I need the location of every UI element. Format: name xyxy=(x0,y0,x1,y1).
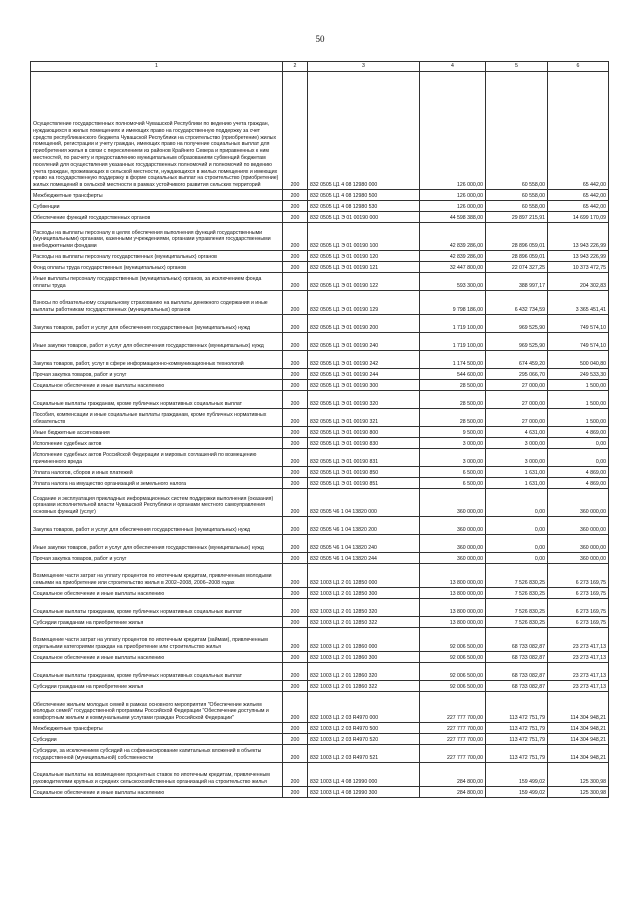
row-unexecuted-amount-cell: 249 533,30 xyxy=(548,369,609,380)
row-code-cell: 200 xyxy=(283,251,308,262)
row-classification-code-cell: 832 0505 Ц1 Э 01 00190 129 xyxy=(308,291,420,315)
table-row xyxy=(31,201,609,212)
row-classification-code-cell: 832 0505 Ц1 4 08 12980 530 xyxy=(308,201,420,212)
row-unexecuted-amount-cell: 114 304 948,21 xyxy=(548,745,609,763)
row-classification-code-cell: 832 0505 Ц1 Э 01 00190 300 xyxy=(308,380,420,391)
row-name-cell: Закупка товаров, работ и услуг для обеспечения государственных (муниципальных) нужд xyxy=(31,517,283,535)
row-name-cell: Социальное обеспечение и иные выплаты населению xyxy=(31,787,283,798)
table-row xyxy=(31,517,609,535)
row-code-cell: 200 xyxy=(283,517,308,535)
row-approved-amount-cell: 92 006 500,00 xyxy=(420,628,486,652)
table-row xyxy=(31,391,609,409)
row-name-cell: Субсидии, за исключением субсидий на софинансирование капитальных вложений в объекты государственной (муниципальной) собственности xyxy=(31,745,283,763)
row-code-cell: 200 xyxy=(283,273,308,291)
row-approved-amount-cell: 92 006 500,00 xyxy=(420,681,486,692)
table-row xyxy=(31,553,609,564)
row-code-cell: 200 xyxy=(283,599,308,617)
row-classification-code-cell: 832 0505 Ц1 Э 01 00190 121 xyxy=(308,262,420,273)
row-unexecuted-amount-cell: 360 000,00 xyxy=(548,489,609,517)
table-row xyxy=(31,787,609,798)
row-unexecuted-amount-cell: 65 442,00 xyxy=(548,72,609,190)
row-name-cell: Иные выплаты персоналу государственных (муниципальных) органов, за исключением фонда оплаты труда xyxy=(31,273,283,291)
column-header-5: 5 xyxy=(486,62,548,72)
row-executed-amount-cell: 0,00 xyxy=(486,535,548,553)
row-executed-amount-cell: 29 897 215,91 xyxy=(486,212,548,223)
row-classification-code-cell: 832 0505 Ц1 Э 01 00190 851 xyxy=(308,478,420,489)
column-header-6: 6 xyxy=(548,62,609,72)
row-code-cell: 200 xyxy=(283,333,308,351)
row-name-cell: Расходы на выплаты персоналу государственных (муниципальных) органов xyxy=(31,251,283,262)
table-header xyxy=(31,62,609,72)
row-executed-amount-cell: 22 074 327,25 xyxy=(486,262,548,273)
row-name-cell: Субсидии гражданам на приобретение жилья xyxy=(31,617,283,628)
row-classification-code-cell: 832 0505 Ц1 Э 01 00190 100 xyxy=(308,223,420,251)
row-classification-code-cell: 832 0505 Ц1 Э 01 00190 321 xyxy=(308,409,420,427)
table-row xyxy=(31,223,609,251)
row-code-cell: 200 xyxy=(283,223,308,251)
row-executed-amount-cell: 27 000,00 xyxy=(486,391,548,409)
row-approved-amount-cell: 227 777 700,00 xyxy=(420,723,486,734)
table-row xyxy=(31,663,609,681)
row-name-cell: Прочая закупка товаров, работ и услуг xyxy=(31,553,283,564)
row-name-cell: Исполнение судебных актов xyxy=(31,438,283,449)
table-row xyxy=(31,745,609,763)
row-approved-amount-cell: 227 777 700,00 xyxy=(420,745,486,763)
row-name-cell: Прочая закупка товаров, работ и услуг xyxy=(31,369,283,380)
row-classification-code-cell: 832 0505 Ч6 1 04 13820 240 xyxy=(308,535,420,553)
row-unexecuted-amount-cell: 0,00 xyxy=(548,438,609,449)
row-unexecuted-amount-cell: 6 273 169,75 xyxy=(548,599,609,617)
table-row xyxy=(31,617,609,628)
row-unexecuted-amount-cell: 749 574,10 xyxy=(548,315,609,333)
table-row xyxy=(31,72,609,190)
row-unexecuted-amount-cell: 114 304 948,21 xyxy=(548,723,609,734)
row-approved-amount-cell: 32 447 800,00 xyxy=(420,262,486,273)
row-classification-code-cell: 832 1003 Ц1 2 01 12860 000 xyxy=(308,628,420,652)
table-row xyxy=(31,723,609,734)
row-code-cell: 200 xyxy=(283,467,308,478)
row-classification-code-cell: 832 0505 Ч6 1 04 13820 000 xyxy=(308,489,420,517)
row-approved-amount-cell: 9 500,00 xyxy=(420,427,486,438)
row-executed-amount-cell: 969 525,90 xyxy=(486,315,548,333)
table-row xyxy=(31,351,609,369)
row-executed-amount-cell: 113 472 751,79 xyxy=(486,734,548,745)
row-unexecuted-amount-cell: 6 273 169,75 xyxy=(548,588,609,599)
row-approved-amount-cell: 227 777 700,00 xyxy=(420,734,486,745)
row-executed-amount-cell: 3 000,00 xyxy=(486,449,548,467)
row-unexecuted-amount-cell: 23 273 417,13 xyxy=(548,681,609,692)
row-executed-amount-cell: 7 526 830,25 xyxy=(486,599,548,617)
row-name-cell: Пособия, компенсации и иные социальные выплаты гражданам, кроме публичных нормативных обязательств xyxy=(31,409,283,427)
row-code-cell: 200 xyxy=(283,438,308,449)
table-row xyxy=(31,588,609,599)
row-classification-code-cell: 832 1003 Ц1 2 03 R4970 000 xyxy=(308,692,420,723)
row-classification-code-cell: 832 0505 Ц1 4 08 12980 000 xyxy=(308,72,420,190)
row-executed-amount-cell: 68 733 082,87 xyxy=(486,663,548,681)
row-classification-code-cell: 832 1003 Ц1 2 01 12850 322 xyxy=(308,617,420,628)
row-unexecuted-amount-cell: 6 273 169,75 xyxy=(548,617,609,628)
row-executed-amount-cell: 295 066,70 xyxy=(486,369,548,380)
row-code-cell: 200 xyxy=(283,628,308,652)
row-code-cell: 200 xyxy=(283,369,308,380)
row-approved-amount-cell: 28 500,00 xyxy=(420,409,486,427)
row-executed-amount-cell: 68 733 082,87 xyxy=(486,628,548,652)
row-unexecuted-amount-cell: 3 365 451,41 xyxy=(548,291,609,315)
row-unexecuted-amount-cell: 360 000,00 xyxy=(548,535,609,553)
column-header-4: 4 xyxy=(420,62,486,72)
row-name-cell: Исполнение судебных актов Российской Федерации и мировых соглашений по возмещению причиненного вреда xyxy=(31,449,283,467)
row-code-cell: 200 xyxy=(283,489,308,517)
row-code-cell: 200 xyxy=(283,201,308,212)
table-row xyxy=(31,652,609,663)
row-approved-amount-cell: 44 598 388,00 xyxy=(420,212,486,223)
row-code-cell: 200 xyxy=(283,745,308,763)
row-classification-code-cell: 832 0505 Ц1 Э 01 00190 800 xyxy=(308,427,420,438)
row-approved-amount-cell: 360 000,00 xyxy=(420,489,486,517)
row-name-cell: Обеспечение функций государственных органов xyxy=(31,212,283,223)
table-row xyxy=(31,628,609,652)
table-row xyxy=(31,251,609,262)
table-body xyxy=(31,72,609,798)
row-approved-amount-cell: 92 006 500,00 xyxy=(420,652,486,663)
row-executed-amount-cell: 388 997,17 xyxy=(486,273,548,291)
row-executed-amount-cell: 68 733 082,87 xyxy=(486,681,548,692)
row-approved-amount-cell: 1 719 100,00 xyxy=(420,315,486,333)
row-classification-code-cell: 832 0505 Ц1 Э 01 00190 244 xyxy=(308,369,420,380)
row-classification-code-cell: 832 0505 Ц1 Э 01 00190 200 xyxy=(308,315,420,333)
row-executed-amount-cell: 60 558,00 xyxy=(486,190,548,201)
table-row xyxy=(31,763,609,787)
row-name-cell: Осуществление государственных полномочий Чувашской Республики по ведению учета граждан, нуждающихся в жилых помещениях и имеющих право на государственную поддержку за счет средств республиканского бюджета Чувашской Республики на строительство (приобретение) жилых помещений, регистрации и учету граждан, имеющих право на получение социальных выплат для приобретения жилья в связи с переселением из районов Крайнего Севера и приравненных к ним местностей, по расчету и предоставлению муниципальным образованиям субвенций бюджетам поселений для осуществления указанных государственных полномочий и полномочий по ведению учета граждан, проживающих в сельской местности, нуждающихся в жилых помещениях и имеющих право на государственную поддержку в форме социальных выплат на строительство (приобретение) жилых помещений в сельской местности в рамках устойчивого развития сельских территорий xyxy=(31,72,283,190)
row-classification-code-cell: 832 1003 Ц1 2 01 12860 320 xyxy=(308,663,420,681)
row-name-cell: Взносы по обязательному социальному страхованию на выплаты денежного содержания и иные выплаты работникам государственных (муниципальных) органов xyxy=(31,291,283,315)
row-unexecuted-amount-cell: 114 304 948,21 xyxy=(548,692,609,723)
row-name-cell: Социальное обеспечение и иные выплаты населению xyxy=(31,652,283,663)
row-unexecuted-amount-cell: 114 304 948,21 xyxy=(548,734,609,745)
row-approved-amount-cell: 3 000,00 xyxy=(420,449,486,467)
row-classification-code-cell: 832 1003 Ц1 2 01 12860 300 xyxy=(308,652,420,663)
row-name-cell: Социальные выплаты на возмещение процентных ставок по ипотечным кредитам, привлеченным руководителями крупных и средних сельскохозяйственных организаций на строительство жилья xyxy=(31,763,283,787)
table-row xyxy=(31,564,609,588)
row-unexecuted-amount-cell: 749 574,10 xyxy=(548,333,609,351)
row-code-cell: 200 xyxy=(283,315,308,333)
row-unexecuted-amount-cell: 13 943 226,99 xyxy=(548,223,609,251)
row-classification-code-cell: 832 0505 Ц1 Э 01 00190 850 xyxy=(308,467,420,478)
row-approved-amount-cell: 126 000,00 xyxy=(420,201,486,212)
row-code-cell: 200 xyxy=(283,692,308,723)
row-unexecuted-amount-cell: 1 500,00 xyxy=(548,409,609,427)
row-name-cell: Социальные выплаты гражданам, кроме публичных нормативных социальных выплат xyxy=(31,599,283,617)
table-row xyxy=(31,333,609,351)
row-executed-amount-cell: 0,00 xyxy=(486,489,548,517)
table-row xyxy=(31,692,609,723)
row-code-cell: 200 xyxy=(283,564,308,588)
row-name-cell: Уплата налогов, сборов и иных платежей xyxy=(31,467,283,478)
row-code-cell: 200 xyxy=(283,380,308,391)
row-name-cell: Социальные выплаты гражданам, кроме публичных нормативных социальных выплат xyxy=(31,391,283,409)
row-unexecuted-amount-cell: 500 040,80 xyxy=(548,351,609,369)
row-code-cell: 200 xyxy=(283,734,308,745)
budget-execution-table xyxy=(30,61,609,798)
table-row xyxy=(31,380,609,391)
row-code-cell: 200 xyxy=(283,553,308,564)
row-approved-amount-cell: 9 798 186,00 xyxy=(420,291,486,315)
row-name-cell: Создание и эксплуатация прикладных информационных систем поддержки выполнения (оказания) органами исполнительной власти Чувашской Республики и органами местного самоуправления основных функций (услуг) xyxy=(31,489,283,517)
table-row xyxy=(31,467,609,478)
row-classification-code-cell: 832 1003 Ц1 2 03 R4970 520 xyxy=(308,734,420,745)
row-executed-amount-cell: 3 000,00 xyxy=(486,438,548,449)
table-row xyxy=(31,535,609,553)
row-classification-code-cell: 832 0505 Ц1 Э 01 00190 830 xyxy=(308,438,420,449)
row-unexecuted-amount-cell: 14 699 170,09 xyxy=(548,212,609,223)
table-row xyxy=(31,262,609,273)
row-code-cell: 200 xyxy=(283,652,308,663)
row-approved-amount-cell: 13 800 000,00 xyxy=(420,588,486,599)
row-code-cell: 200 xyxy=(283,212,308,223)
row-executed-amount-cell: 7 526 830,25 xyxy=(486,588,548,599)
row-unexecuted-amount-cell: 360 000,00 xyxy=(548,553,609,564)
row-name-cell: Иные бюджетные ассигнования xyxy=(31,427,283,438)
row-approved-amount-cell: 360 000,00 xyxy=(420,517,486,535)
row-unexecuted-amount-cell: 6 273 169,75 xyxy=(548,564,609,588)
row-code-cell: 200 xyxy=(283,763,308,787)
row-name-cell: Закупка товаров, работ и услуг для обеспечения государственных (муниципальных) нужд xyxy=(31,315,283,333)
row-name-cell: Возмещение части затрат на уплату процентов по ипотечным кредитам (займам), привлеченным отдельными категориями граждан на приобретение или строительство жилья xyxy=(31,628,283,652)
row-name-cell: Межбюджетные трансферты xyxy=(31,190,283,201)
row-unexecuted-amount-cell: 125 300,98 xyxy=(548,763,609,787)
row-approved-amount-cell: 13 800 000,00 xyxy=(420,564,486,588)
row-unexecuted-amount-cell: 23 273 417,13 xyxy=(548,628,609,652)
row-classification-code-cell: 832 0505 Ч6 1 04 13820 200 xyxy=(308,517,420,535)
page-number: 50 xyxy=(315,34,325,44)
table-row xyxy=(31,734,609,745)
row-approved-amount-cell: 1 174 500,00 xyxy=(420,351,486,369)
row-code-cell: 200 xyxy=(283,449,308,467)
row-code-cell: 200 xyxy=(283,351,308,369)
row-name-cell: Социальное обеспечение и иные выплаты населению xyxy=(31,588,283,599)
header-row xyxy=(31,62,609,72)
row-approved-amount-cell: 126 000,00 xyxy=(420,72,486,190)
row-classification-code-cell: 832 0505 Ц1 Э 01 00190 831 xyxy=(308,449,420,467)
row-unexecuted-amount-cell: 0,00 xyxy=(548,449,609,467)
row-classification-code-cell: 832 1003 Ц1 4 08 12990 300 xyxy=(308,787,420,798)
row-unexecuted-amount-cell: 23 273 417,13 xyxy=(548,652,609,663)
table-row xyxy=(31,449,609,467)
row-classification-code-cell: 832 0505 Ц1 Э 01 00190 122 xyxy=(308,273,420,291)
row-code-cell: 200 xyxy=(283,681,308,692)
row-executed-amount-cell: 0,00 xyxy=(486,517,548,535)
row-executed-amount-cell: 1 631,00 xyxy=(486,478,548,489)
row-executed-amount-cell: 60 558,00 xyxy=(486,72,548,190)
row-executed-amount-cell: 6 432 734,59 xyxy=(486,291,548,315)
row-approved-amount-cell: 42 839 286,00 xyxy=(420,251,486,262)
row-name-cell: Закупка товаров, работ, услуг в сфере информационно-коммуникационных технологий xyxy=(31,351,283,369)
row-classification-code-cell: 832 0505 Ц1 Э 01 00190 000 xyxy=(308,212,420,223)
row-code-cell: 200 xyxy=(283,617,308,628)
row-executed-amount-cell: 113 472 751,79 xyxy=(486,692,548,723)
row-approved-amount-cell: 284 800,00 xyxy=(420,787,486,798)
row-executed-amount-cell: 7 526 830,25 xyxy=(486,564,548,588)
row-unexecuted-amount-cell: 65 442,00 xyxy=(548,201,609,212)
row-approved-amount-cell: 227 777 700,00 xyxy=(420,692,486,723)
row-approved-amount-cell: 360 000,00 xyxy=(420,553,486,564)
row-executed-amount-cell: 7 526 830,25 xyxy=(486,617,548,628)
row-unexecuted-amount-cell: 360 000,00 xyxy=(548,517,609,535)
row-classification-code-cell: 832 0505 Ч6 1 04 13820 244 xyxy=(308,553,420,564)
row-code-cell: 200 xyxy=(283,391,308,409)
row-executed-amount-cell: 113 472 751,79 xyxy=(486,745,548,763)
row-name-cell: Обеспечение жильем молодых семей в рамках основного мероприятия "Обеспечение жильем молодых семей" государственной программы Российской Федерации "Обеспечение доступным и комфортным жильем и коммунальными услугами граждан Российской Федерации" xyxy=(31,692,283,723)
table-row xyxy=(31,489,609,517)
row-executed-amount-cell: 4 631,00 xyxy=(486,427,548,438)
row-unexecuted-amount-cell: 23 273 417,13 xyxy=(548,663,609,681)
row-unexecuted-amount-cell: 65 442,00 xyxy=(548,190,609,201)
row-approved-amount-cell: 3 000,00 xyxy=(420,438,486,449)
row-code-cell: 200 xyxy=(283,535,308,553)
row-unexecuted-amount-cell: 13 943 226,99 xyxy=(548,251,609,262)
row-code-cell: 200 xyxy=(283,663,308,681)
table-row xyxy=(31,291,609,315)
row-executed-amount-cell: 28 896 059,01 xyxy=(486,251,548,262)
row-classification-code-cell: 832 1003 Ц1 2 01 12850 300 xyxy=(308,588,420,599)
row-unexecuted-amount-cell: 1 500,00 xyxy=(548,380,609,391)
row-classification-code-cell: 832 0505 Ц1 Э 01 00190 120 xyxy=(308,251,420,262)
row-unexecuted-amount-cell: 204 302,83 xyxy=(548,273,609,291)
row-approved-amount-cell: 544 600,00 xyxy=(420,369,486,380)
table-row xyxy=(31,427,609,438)
row-executed-amount-cell: 674 459,20 xyxy=(486,351,548,369)
row-code-cell: 200 xyxy=(283,190,308,201)
row-code-cell: 200 xyxy=(283,72,308,190)
row-executed-amount-cell: 113 472 751,79 xyxy=(486,723,548,734)
row-code-cell: 200 xyxy=(283,723,308,734)
row-name-cell: Иные закупки товаров, работ и услуг для обеспечения государственных (муниципальных) нужд xyxy=(31,535,283,553)
table-row xyxy=(31,409,609,427)
row-code-cell: 200 xyxy=(283,427,308,438)
row-classification-code-cell: 832 0505 Ц1 Э 01 00190 240 xyxy=(308,333,420,351)
row-approved-amount-cell: 13 800 000,00 xyxy=(420,599,486,617)
row-classification-code-cell: 832 1003 Ц1 2 01 12860 322 xyxy=(308,681,420,692)
row-executed-amount-cell: 969 525,90 xyxy=(486,333,548,351)
row-name-cell: Уплата налога на имущество организаций и земельного налога xyxy=(31,478,283,489)
row-classification-code-cell: 832 1003 Ц1 2 01 12850 000 xyxy=(308,564,420,588)
row-name-cell: Межбюджетные трансферты xyxy=(31,723,283,734)
row-name-cell: Фонд оплаты труда государственных (муниципальных) органов xyxy=(31,262,283,273)
row-code-cell: 200 xyxy=(283,409,308,427)
table-row xyxy=(31,369,609,380)
row-classification-code-cell: 832 1003 Ц1 2 01 12850 320 xyxy=(308,599,420,617)
table-row xyxy=(31,190,609,201)
table-row xyxy=(31,681,609,692)
row-executed-amount-cell: 27 000,00 xyxy=(486,409,548,427)
row-approved-amount-cell: 13 800 000,00 xyxy=(420,617,486,628)
row-executed-amount-cell: 0,00 xyxy=(486,553,548,564)
row-name-cell: Субвенции xyxy=(31,201,283,212)
row-unexecuted-amount-cell: 4 869,00 xyxy=(548,427,609,438)
row-code-cell: 200 xyxy=(283,478,308,489)
row-approved-amount-cell: 28 500,00 xyxy=(420,391,486,409)
row-code-cell: 200 xyxy=(283,588,308,599)
row-name-cell: Субсидии xyxy=(31,734,283,745)
row-name-cell: Социальные выплаты гражданам, кроме публичных нормативных социальных выплат xyxy=(31,663,283,681)
row-approved-amount-cell: 284 800,00 xyxy=(420,763,486,787)
row-approved-amount-cell: 126 000,00 xyxy=(420,190,486,201)
row-approved-amount-cell: 92 006 500,00 xyxy=(420,663,486,681)
row-approved-amount-cell: 28 500,00 xyxy=(420,380,486,391)
row-executed-amount-cell: 28 896 059,01 xyxy=(486,223,548,251)
row-name-cell: Социальное обеспечение и иные выплаты населению xyxy=(31,380,283,391)
row-unexecuted-amount-cell: 4 869,00 xyxy=(548,478,609,489)
row-name-cell: Возмещение части затрат на уплату процентов по ипотечным кредитам, привлеченным молодыми семьями на приобретение или строительство жилья в 2002–2008, 2006–2008 годах xyxy=(31,564,283,588)
row-approved-amount-cell: 42 839 286,00 xyxy=(420,223,486,251)
row-approved-amount-cell: 1 719 100,00 xyxy=(420,333,486,351)
column-header-3: 3 xyxy=(308,62,420,72)
row-executed-amount-cell: 27 000,00 xyxy=(486,380,548,391)
row-approved-amount-cell: 6 500,00 xyxy=(420,478,486,489)
table-row xyxy=(31,478,609,489)
row-classification-code-cell: 832 1003 Ц1 2 03 R4970 500 xyxy=(308,723,420,734)
row-unexecuted-amount-cell: 125 300,98 xyxy=(548,787,609,798)
row-classification-code-cell: 832 0505 Ц1 Э 01 00190 320 xyxy=(308,391,420,409)
row-classification-code-cell: 832 1003 Ц1 4 08 12990 000 xyxy=(308,763,420,787)
row-executed-amount-cell: 1 631,00 xyxy=(486,467,548,478)
row-name-cell: Иные закупки товаров, работ и услуг для обеспечения государственных (муниципальных) нужд xyxy=(31,333,283,351)
row-name-cell: Субсидии гражданам на приобретение жилья xyxy=(31,681,283,692)
row-executed-amount-cell: 68 733 082,87 xyxy=(486,652,548,663)
row-code-cell: 200 xyxy=(283,262,308,273)
column-header-1: 1 xyxy=(31,62,283,72)
table-row xyxy=(31,273,609,291)
column-header-2: 2 xyxy=(283,62,308,72)
row-unexecuted-amount-cell: 10 373 472,75 xyxy=(548,262,609,273)
row-classification-code-cell: 832 0505 Ц1 4 08 12980 500 xyxy=(308,190,420,201)
row-name-cell: Расходы на выплаты персоналу в целях обеспечения выполнения функций государственными (муниципальными) органами, казенными учреждениями, органами управления государственными внебюджетными фондами xyxy=(31,223,283,251)
row-approved-amount-cell: 360 000,00 xyxy=(420,535,486,553)
row-approved-amount-cell: 6 500,00 xyxy=(420,467,486,478)
row-unexecuted-amount-cell: 4 869,00 xyxy=(548,467,609,478)
table-row xyxy=(31,315,609,333)
row-approved-amount-cell: 593 300,00 xyxy=(420,273,486,291)
table-row xyxy=(31,438,609,449)
table-row xyxy=(31,599,609,617)
row-executed-amount-cell: 159 499,02 xyxy=(486,787,548,798)
row-code-cell: 200 xyxy=(283,787,308,798)
row-classification-code-cell: 832 0505 Ц1 Э 01 00190 242 xyxy=(308,351,420,369)
row-executed-amount-cell: 60 558,00 xyxy=(486,201,548,212)
row-classification-code-cell: 832 1003 Ц1 2 03 R4970 521 xyxy=(308,745,420,763)
row-code-cell: 200 xyxy=(283,291,308,315)
table-row xyxy=(31,212,609,223)
row-executed-amount-cell: 159 499,02 xyxy=(486,763,548,787)
row-unexecuted-amount-cell: 1 500,00 xyxy=(548,391,609,409)
